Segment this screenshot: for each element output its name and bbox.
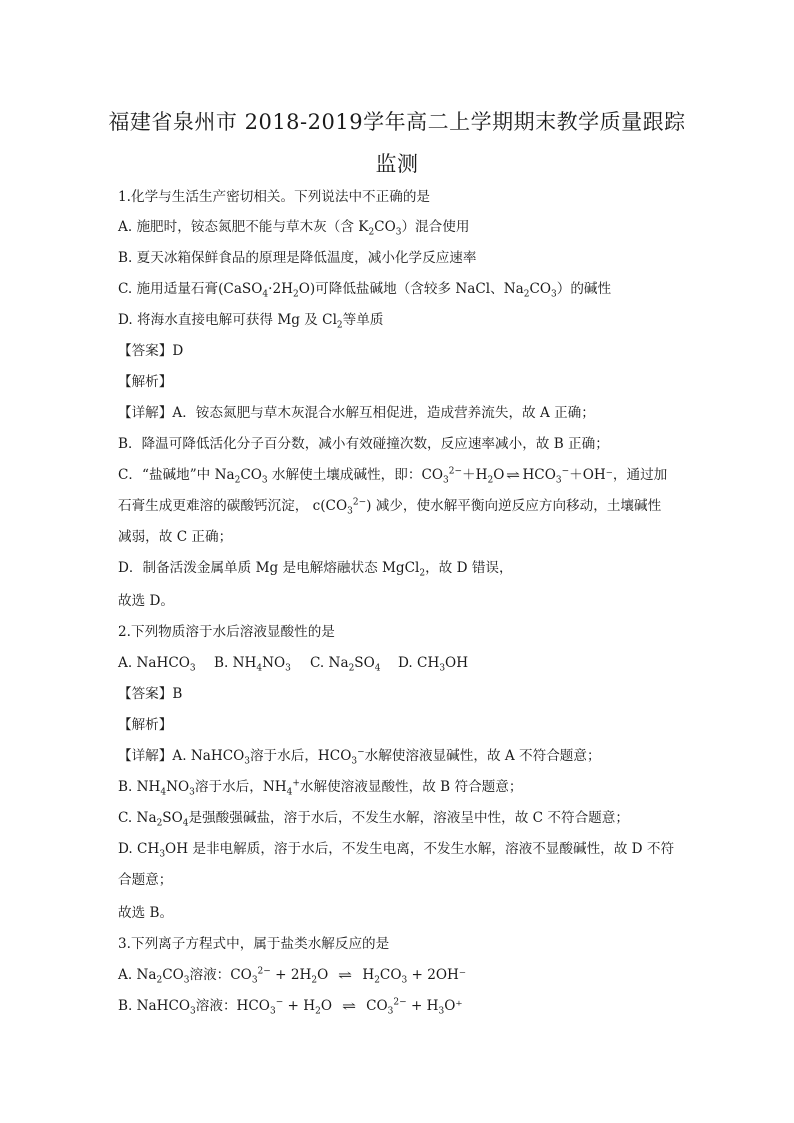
q2-conclusion: 故选 B。	[118, 905, 174, 921]
q2-answer: 【答案】B	[118, 686, 183, 702]
q1-answer: 【答案】D	[118, 343, 184, 359]
q3-stem: 3.下列离子方程式中，属于盐类水解反应的是	[118, 936, 390, 952]
q2-option-a: A. NaHCO$_3$	[118, 655, 196, 674]
q1-detail-d: D．制备活泼金属单质 Mg 是电解熔融状态 MgCl$_2$，故 D 错误，	[118, 560, 513, 579]
q3-option-a: A. $Na_2CO_3$溶液：$CO_3^{2-} + 2H_2O$ ⇌ $H_2CO_3 + 2OH^-$	[118, 966, 467, 986]
equilibrium-arrow: ⇌	[342, 999, 357, 1013]
q1-detail-a: 【详解】A．铵态氮肥与草木灰混合水解互相促进，造成营养流失，故 A 正确；	[118, 405, 595, 421]
doc-title-line2: 监测	[375, 152, 419, 176]
q2-option-d: D. $CH_3OH$	[398, 655, 469, 674]
q2-detail-d: D. $CH_3OH$ 是非电解质，溶于水后，不发生电离，不发生水解，溶液不显酸碱性，故 D 不符	[118, 841, 675, 860]
q2-detail-a: 【详解】A. NaHCO$_3$溶于水后，$HCO_3^-$水解使溶液显碱性，故 A 不符合题意；	[118, 747, 601, 767]
q1-option-a: A. 施肥时，铵态氮肥不能与草木灰（含 $K_2CO_3$）混合使用	[118, 219, 470, 238]
q1-detail-c2: 石膏生成更难溶的碳酸钙沉淀， $c(CO_3^{2-})$ 减少，使水解平衡向逆反应方向移动，土壤碱性	[118, 497, 662, 517]
doc-title-line1: 福建省泉州市 2018-2019学年高二上学期期末教学质量跟踪	[108, 110, 686, 134]
q1-option-c: C. 施用适量石膏$(CaSO_4\cdot 2H_2O)$可降低盐碱地（含较多 NaCl、$Na_2CO_3$）的碱性	[118, 281, 612, 300]
q2-option-b: B. $NH_4NO_3$	[214, 655, 291, 674]
q1-conclusion: 故选 D。	[118, 593, 175, 609]
q1-stem: 1.化学与生活生产密切相关。下列说法中不正确的是	[118, 189, 431, 205]
q2-detail-c: C. $Na_2SO_4$是强酸强碱盐，溶于水后，不发生水解，溶液呈中性，故 C 不符合题意；	[118, 810, 629, 829]
q1-option-b: B. 夏天冰箱保鲜食品的原理是降低温度，减小化学反应速率	[118, 250, 477, 266]
q2-detail-b: B. $NH_4NO_3$溶于水后，$NH_4^+$水解使溶液显酸性，故 B 符合题意；	[118, 778, 523, 798]
q2-option-c: C. $Na_2SO_4$	[310, 655, 381, 674]
q1-detail-c3: 减弱，故 C 正确；	[118, 529, 233, 545]
q2-options	[118, 654, 468, 672]
q1-detail-c1: C．“盐碱地”中 $Na_2CO_3$ 水解使土壤成碱性，即：$CO_3^{2-}+H_2O$ ⇌ $HCO_3^-+OH^-$，通过加	[118, 466, 668, 486]
q2-detail-d-cont: 合题意；	[118, 872, 173, 888]
q1-option-d: D. 将海水直接电解可获得 Mg 及 $Cl_2$等单质	[118, 312, 384, 331]
q3-option-b: B. NaHCO$_3$溶液：$HCO_3^- + H_2O$ ⇌ $CO_3^{2-} + H_3O^+$	[118, 997, 463, 1017]
equilibrium-arrow: ⇌	[506, 468, 521, 482]
equilibrium-arrow: ⇌	[338, 968, 353, 982]
q1-analysis-heading: 【解析】	[118, 374, 173, 390]
q2-stem: 2.下列物质溶于水后溶液显酸性的是	[118, 624, 335, 640]
q1-detail-b: B．降温可降低活化分子百分数，减小有效碰撞次数，反应速率减小，故 B 正确；	[118, 436, 609, 452]
q2-analysis-heading: 【解析】	[118, 717, 173, 733]
